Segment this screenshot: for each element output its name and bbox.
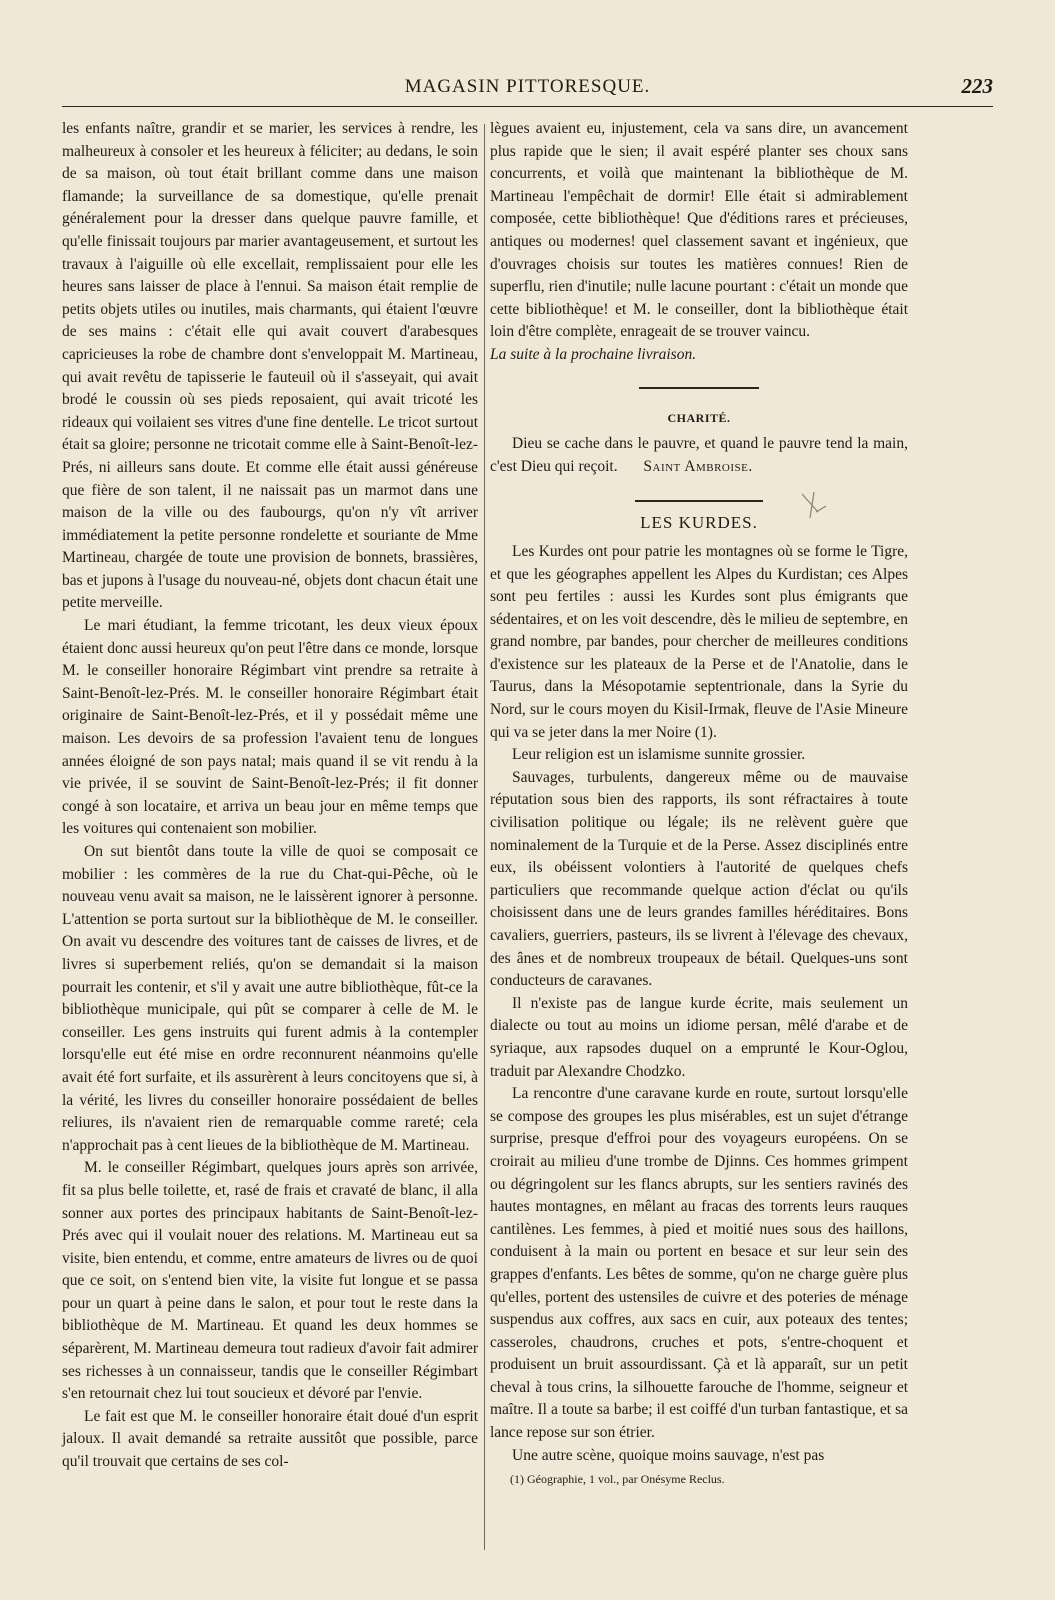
charite-text: Dieu se cache dans le pauvre, et quand le pauvre tend la main, c'est Dieu qui reçoit. (490, 435, 908, 475)
paragraph: M. le conseiller Régimbart, quelques jours après son arrivée, fit sa plus belle toilette, et, rasé de frais et cravaté de blanc, il alla sonner aux portes des principaux habitants de Saint-Benoît-lez-Prés avec qui il voulait nouer des relations. M. Martineau eut sa visite, bien entendu, et comme, entre amateurs de livres ou de quoi que ce soit, on s'entend bien vite, la visite fut longue et se passa pour un quart à peine dans le salon, et pour tout le reste dans la bibliothèque de M. Martineau. Et quand les deux hommes se séparèrent, M. Martineau demeura tout radieux d'avoir fait admirer ses richesses à un connaisseur, tandis que le conseiller Régimbart s'en retournait chez lui tout soucieux et dévoré par l'envie. (62, 1159, 478, 1403)
paragraph: Sauvages, turbulents, dangereux même ou de mauvaise réputation sous bien des rapports, ils sont réfractaires à toute civilisation politique ou légale; ils ne relèvent guère que nominalement de la Turquie et de la Perse. Assez disciplinés entre eux, ils obéissent volontiers à l'autorité de quelques chefs particuliers que recommande quelque action d'éclat ou qu'ils choisissent dans une de leurs grandes familles héréditaires. Bons cavaliers, guerriers, pasteurs, ils se livrent à l'élevage des chevaux, des ânes et de nombreux troupeaux de bétail. Quelques-uns sont conducteurs de caravanes. (490, 768, 908, 990)
paragraph: La rencontre d'une caravane kurde en route, surtout lorsqu'elle se compose des groupes les plus misérables, est un sujet d'étrange surprise, presque d'effroi pour des voyageurs européens. On se croirait au milieu d'une trombe de Djinns. Ces hommes grimpent ou dégringolent sur les flancs abrupts, sur les sentiers ravinés des hautes montagnes, en mêlant au fracas des torrents leurs rauques cantilènes. Les femmes, à pied et moitié nues sous des haillons, conduisent à la main ou portent en besace et sur leur sein des grappes d'enfants. Les bêtes de somme, qu'on ne charge guère plus qu'elles, portent des ustensiles de cuivre et des poteries de ménage suspendus aux coffres, aux sacs en cuir, aux poteaux des tentes; casseroles, chaudrons, cruches et pots, s'entre-choquent et produisent un bruit assourdissant. Çà et là apparaît, sur un petit cheval à tous crins, la silhouette farouche de l'homme, seigneur et maître. Il a toute sa barbe; il est coiffé d'un turban fantastique, et sa lance repose sur son étrier. (490, 1085, 908, 1442)
header-rule (62, 106, 993, 107)
kurdes-heading: LES KURDES. (640, 513, 758, 533)
paragraph: lègues avaient eu, injustement, cela va sans dire, un avancement plus rapide que le sien; il avait espéré planter ses choux sans concurrents, et voilà que maintenant la bibliothèque de M. Martineau l'empêchait de dormir! Elle était si admirablement composée, cette bibliothèque! Que d'éditions rares et précieuses, antiques ou modernes! quel classement savant et ingénieux, que d'ouvrages choisis sur toutes les matières connues! Rien de superflu, rien d'inutile; nulle lacune pourtant : c'était un monde que cette bibliothèque! et M. le conseiller, dont la bibliothèque était loin d'être complète, enrageait de se trouver vaincu. (490, 120, 908, 341)
left-column (62, 118, 478, 1474)
paragraph: Les Kurdes ont pour patrie les montagnes où se forme le Tigre, et que les géographes appellent les Alpes du Kurdistan; ces Alpes sont peu fertiles : aussi les Kurdes sont plus émigrants que sédentaires, et on les voit descendre, dès le milieu de septembre, en grand nombre, par bandes, pour chercher de meilleures conditions d'existence sur les plateaux de la Perse et de l'Anatolie, dans le Taurus, dans la Mésopotamie septentrionale, dans la Syrie du Nord, sur le cours moyen du Kisil-Irmak, fleuve de l'Asie Mineure qui va se jeter dans la mer Noire (1). (490, 542, 908, 741)
right-column (490, 118, 908, 1487)
footnote: (1) Géographie, 1 vol., par Onésyme Reclus. (510, 1472, 725, 1487)
to-be-continued-note: La suite à la prochaine livraison. (490, 345, 697, 363)
paragraph: Il n'existe pas de langue kurde écrite, mais seulement un dialecte ou tout au moins un idiome persan, mêlé d'arabe et de syriaque, aux rapsodes duquel on a emprunté le Kour-Oglou, traduit par Alexandre Chodzko. (490, 994, 908, 1080)
journal-title: MAGASIN PITTORESQUE. (404, 76, 651, 97)
paragraph: Le fait est que M. le conseiller honoraire était doué d'un esprit jaloux. Il avait demandé sa retraite aussitôt que possible, parce qu'il trouvait que certains de ses col- (62, 1407, 478, 1471)
charite-quote (490, 433, 908, 478)
page-number: 223 (961, 74, 993, 98)
paragraph: On sut bientôt dans toute la ville de quoi se composait ce mobilier : les commères de la rue du Chat-qui-Pêche, où le nouveau venu avait sa maison, ne le laissèrent ignorer à personne. L'attention se porta surtout sur la bibliothèque de M. le conseiller. On avait vu descendre des voitures tant de caisses de livres, et de livres si superbement reliés, qu'on se demandait si la maison pourrait les contenir, et s'il y avait une autre bibliothèque, fût-ce la bibliothèque municipale, qui pût se comparer à celle de M. le conseiller. Les gens instruits qui furent admis à la contempler lorsqu'elle eut été mise en ordre reconnurent néanmoins qu'elle avait été fort surfaite, et ils assurèrent à leurs concitoyens que si, à la vérité, les livres du conseiller honoraire possédaient de belles reliures, ils n'avaient rien de remarquable comme rareté; cela n'approchait pas à cent lieues de la bibliothèque de M. Martineau. (62, 843, 478, 1154)
column-divider (484, 124, 485, 1550)
paragraph: Leur religion est un islamisme sunnite grossier. (512, 746, 806, 764)
pencil-mark-icon (796, 488, 830, 522)
paragraph: Le mari étudiant, la femme tricotant, les deux vieux époux étaient donc aussi heureux qu'on peut l'être dans ce monde, lorsque M. le conseiller honoraire Régimbart vint prendre sa retraite à Saint-Benoît-lez-Prés. M. le conseiller honoraire Régimbart était originaire de Saint-Benoît-lez-Prés, et il y possédait même une maison. Les devoirs de sa profession l'avaient tenu de longues années éloigné de son pays natal; mais quand il se vit rendu à la vie privée, il se souvint de Saint-Benoît-lez-Prés; il fit donner congé à son locataire, et arriva un beau jour en même temps que les voitures qui contenaient son mobilier. (62, 617, 478, 838)
running-header (62, 74, 993, 108)
charite-heading: CHARITÉ. (667, 410, 731, 425)
paragraph: les enfants naître, grandir et se marier, les services à rendre, les malheureux à consoler et les heureux à féliciter; au dedans, le soin de sa maison, où tout était brillant comme dans une maison flamande; la surveillance de sa domestique, qu'elle prenait généralement pour la dresser dans quelque pauvre famille, et qu'elle finissait toujours par marier avantageusement, et surtout les travaux à l'aiguille où elle excellait, remplissaient pour elle les heures sans laisser de place à l'ennui. Sa maison était remplie de petits objets utiles ou inutiles, mais charmants, qui étaient l'œuvre de ses mains : c'était elle qui avait couvert d'arabesques capricieuses la robe de chambre dont s'enveloppait M. Martineau, qui avait revêtu de tapisserie le fauteuil où il s'asseyait, qui avait brodé le coussin où ses pieds reposaient, qui avait tricoté les rideaux qui voilaient ses vitres d'une fine dentelle. Le tricot surtout était sa gloire; personne ne tricotait comme elle à Saint-Benoît-lez-Prés, ni ailleurs sans doute. Et comme elle était aussi généreuse que fière de son talent, il ne naissait pas un marmot dans une maison de la ville ou des faubourgs, qu'on n'y vît arriver immédiatement la petite personne rondelette et souriante de Mme Martineau, chargée de toute une provision de bonnets, brassières, bas et jupons à l'usage du nouveau-né, objets dont chacun était une petite merveille. (62, 120, 478, 612)
section-separator (635, 500, 763, 502)
section-separator (639, 387, 759, 389)
paragraph: Une autre scène, quoique moins sauvage, n'est pas (512, 1446, 825, 1464)
charite-author: Saint Ambroise. (643, 457, 753, 475)
